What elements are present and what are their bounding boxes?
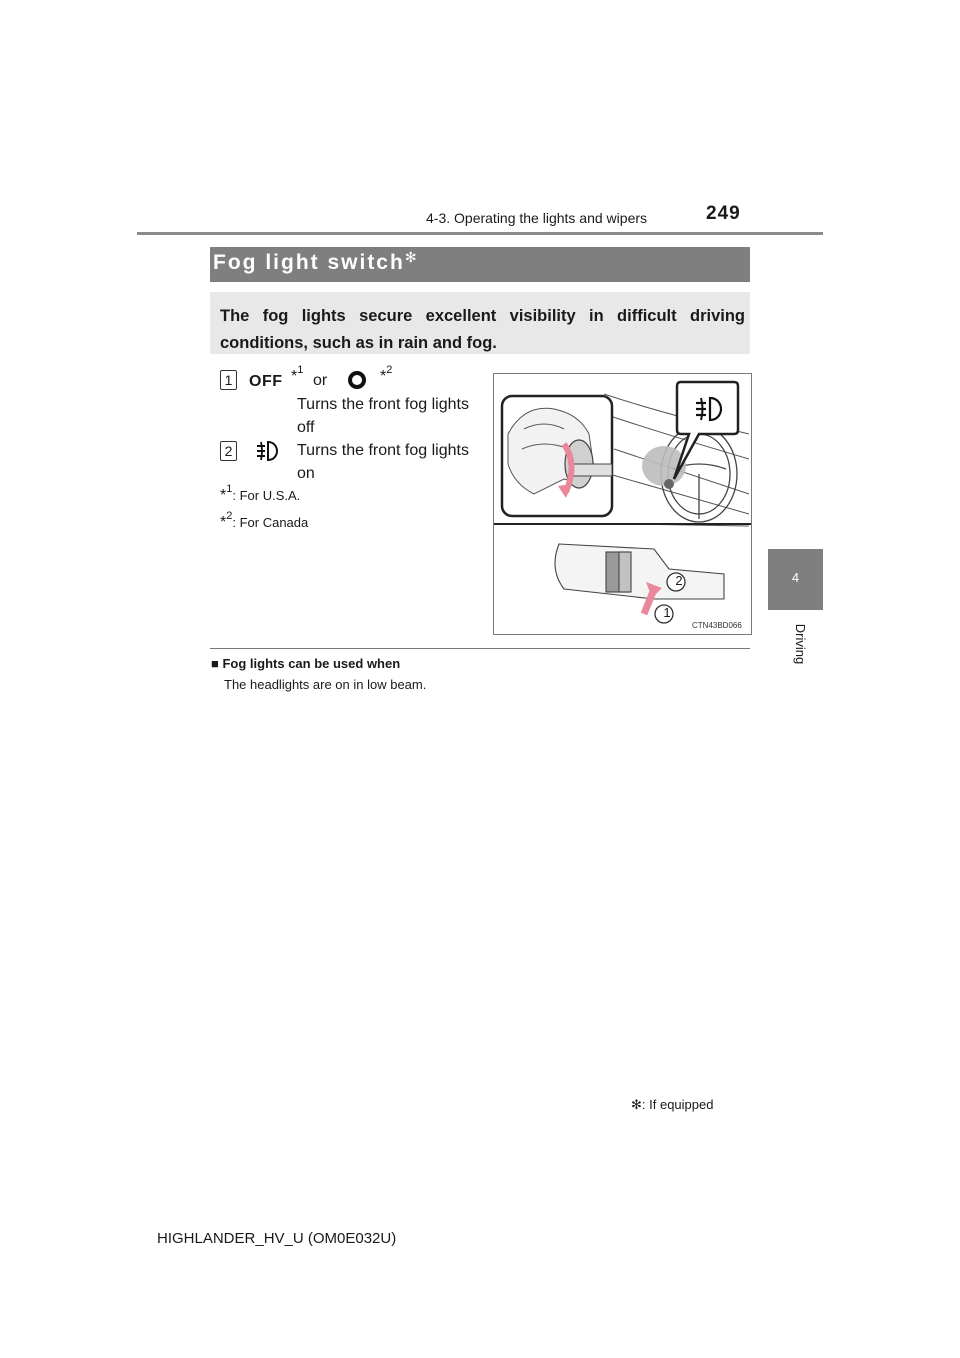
subsection-heading-text: Fog lights can be used when — [222, 656, 401, 671]
item-1-note-2 — [380, 364, 393, 386]
figure-callout-1: 1 — [663, 605, 671, 620]
item-2-line-1: Turns the front fog lights — [297, 442, 469, 459]
fog-switch-illustration — [494, 374, 751, 634]
item-1-note-1 — [291, 364, 304, 386]
note-star: * — [291, 368, 298, 385]
chapter-number: 4 — [791, 570, 800, 585]
equipped-note-text: : If equipped — [641, 1097, 714, 1112]
footnote-star: * — [220, 487, 227, 504]
footnote-text: : For Canada — [232, 515, 309, 530]
figure-callout-2: 2 — [675, 573, 683, 588]
footnote-text: : For U.S.A. — [232, 488, 301, 503]
note-sup: 2 — [386, 364, 393, 376]
figure-code: CTN43BD066 — [692, 621, 742, 630]
front-fog-light-icon — [254, 438, 280, 464]
equipped-note — [631, 1097, 713, 1113]
footnote-usa — [220, 483, 301, 505]
or-text: or — [313, 372, 328, 389]
page-title-text: Fog light switch — [213, 251, 405, 274]
footnote-canada — [220, 510, 309, 532]
section-title: 4-3. Operating the lights and wipers — [426, 210, 648, 226]
item-1-description — [297, 393, 469, 439]
item-1-line-2: off — [297, 419, 315, 436]
equipped-star-icon: ✻ — [404, 249, 417, 265]
page-number: 249 — [706, 203, 741, 224]
bullet-square-icon: ■ — [211, 656, 219, 671]
equipped-star-icon: ✻ — [631, 1097, 642, 1112]
item-2-description — [297, 439, 469, 485]
footnote-sup: 2 — [226, 510, 233, 522]
footer-model: HIGHLANDER_HV_U (OM0E032U) — [157, 1230, 397, 1247]
illustration-frame — [493, 373, 752, 635]
off-ring-icon — [346, 370, 368, 390]
chapter-label — [769, 616, 821, 676]
subsection-text: The headlights are on in low beam. — [224, 677, 427, 692]
subsection-heading — [211, 656, 400, 671]
item-number-1: 1 — [220, 370, 237, 390]
subsection-rule — [210, 648, 750, 649]
item-1-line-1: Turns the front fog lights — [297, 396, 469, 413]
intro-text: The fog lights secure excellent visibility in difficult driving conditions, such as in rain and fog. — [220, 307, 745, 352]
item-number-2: 2 — [220, 441, 237, 461]
footnote-sup: 1 — [226, 483, 233, 495]
note-star: * — [380, 368, 387, 385]
note-sup: 1 — [297, 364, 304, 376]
header-rule — [137, 232, 823, 235]
page-title — [213, 251, 417, 275]
chapter-label-text: Driving — [793, 623, 808, 665]
footnote-star: * — [220, 514, 227, 531]
off-symbol: OFF — [249, 373, 283, 390]
item-2-line-2: on — [297, 465, 315, 482]
